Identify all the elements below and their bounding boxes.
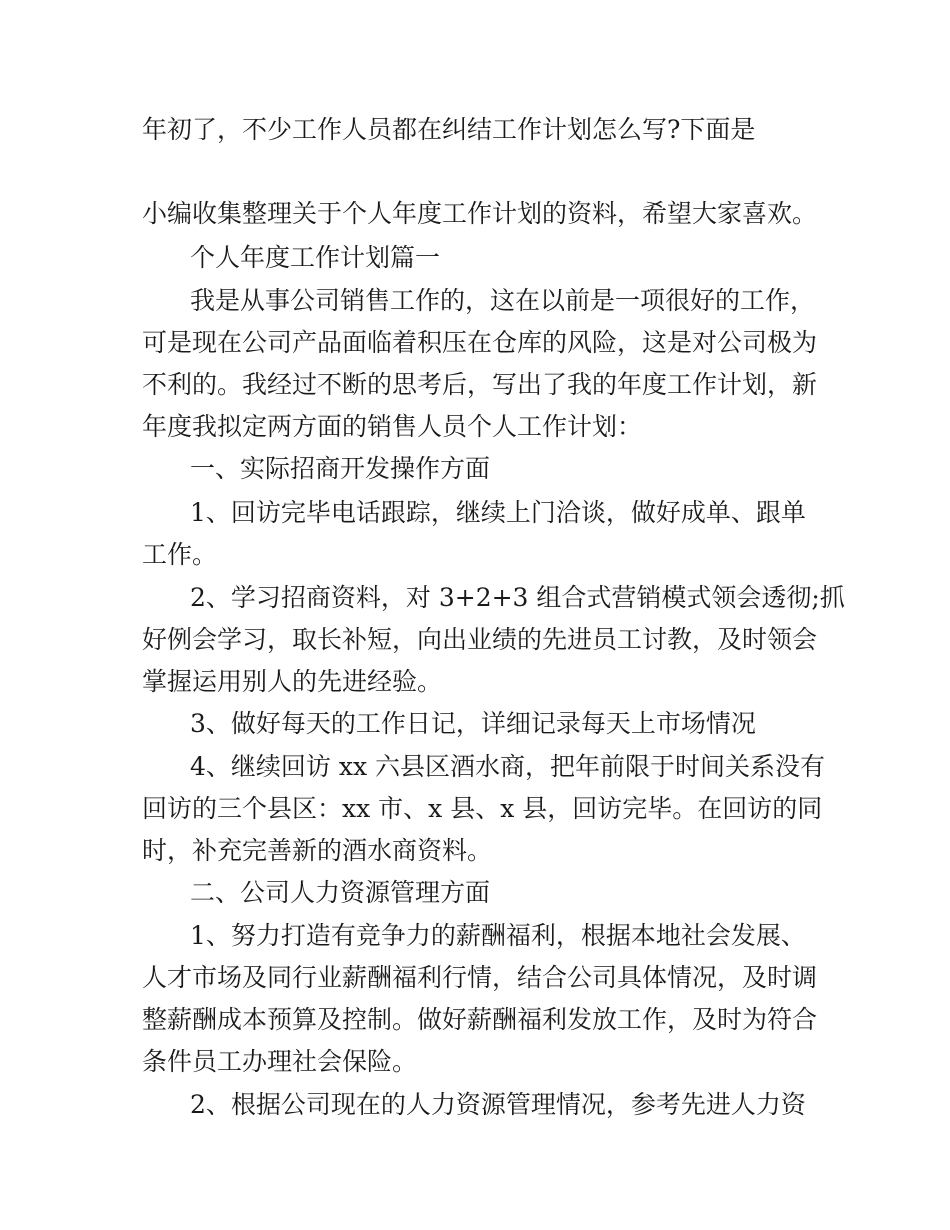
subsection-heading: 二、公司人力资源管理方面 [190,878,491,907]
text-line: 1、努力打造有竞争力的薪酬福利，根据本地社会发展、 [190,921,806,950]
text-line: 年初了，不少工作人员都在纠结工作计划怎么写?下面是 [142,115,756,144]
text-line: 好例会学习，取长补短，向出业绩的先进员工讨教，及时领会 [142,625,818,654]
text-line: 我是从事公司销售工作的，这在以前是一项很好的工作， [190,286,816,315]
text-line: 可是现在公司产品面临着积压在仓库的风险，这是对公司极为 [142,328,818,357]
text-line: 小编收集整理关于个人年度工作计划的资料，希望大家喜欢。 [142,199,818,228]
text-line: 年度我拟定两方面的销售人员个人工作计划： [142,412,643,441]
text-line: 3、做好每天的工作日记，详细记录每天上市场情况 [190,709,756,738]
text-line: 条件员工办理社会保险。 [142,1047,418,1076]
section-heading: 个人年度工作计划篇一 [190,243,441,272]
text-line: 2、根据公司现在的人力资源管理情况，参考先进人力资 [190,1090,806,1119]
text-line: 回访的三个县区：xx 市、x 县、x 县，回访完毕。在回访的同 [142,794,823,823]
text-line: 2、学习招商资料，对 3+2+3 组合式营销模式领会透彻;抓 [190,583,845,612]
subsection-heading: 一、实际招商开发操作方面 [190,454,491,483]
text-line: 掌握运用别人的先进经验。 [142,667,443,696]
text-line: 1、回访完毕电话跟踪，继续上门洽谈，做好成单、跟单 [190,498,806,527]
text-line: 整薪酬成本预算及控制。做好薪酬福利发放工作，及时为符合 [142,1005,818,1034]
text-line: 时，补充完善新的酒水商资料。 [142,836,493,865]
text-line: 人才市场及同行业薪酬福利行情，结合公司具体情况，及时调 [142,963,818,992]
text-line: 工作。 [142,540,218,569]
text-line: 4、继续回访 xx 六县区酒水商，把年前限于时间关系没有 [190,752,825,781]
text-line: 不利的。我经过不断的思考后，写出了我的年度工作计划，新 [142,370,818,399]
